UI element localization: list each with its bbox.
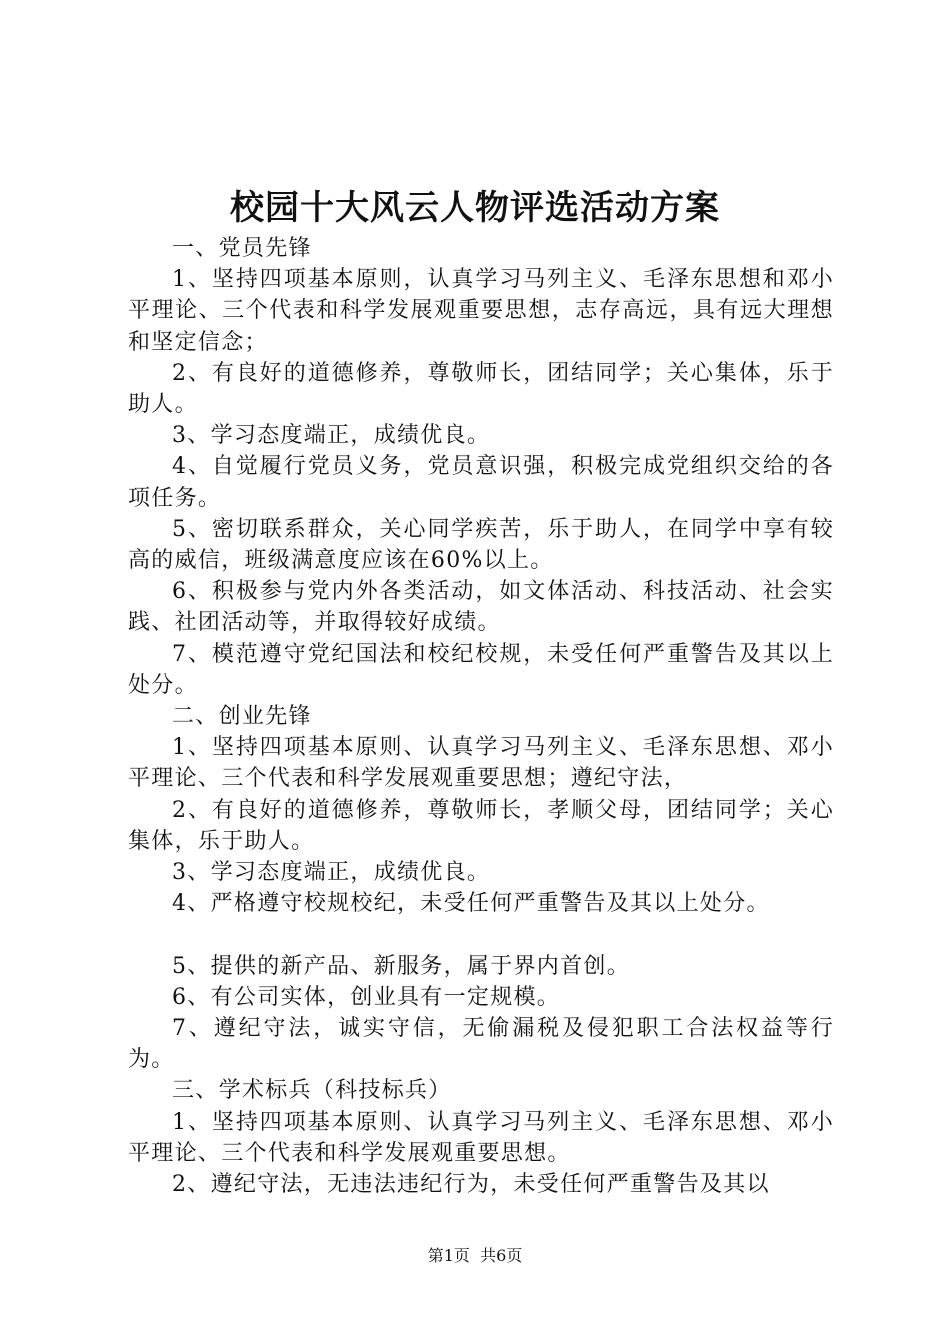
paragraph: 6、积极参与党内外各类活动，如文体活动、科技活动、社会实践、社团活动等，并取得较好成绩。 bbox=[128, 579, 834, 636]
blank-line bbox=[128, 919, 834, 950]
document-body bbox=[128, 233, 834, 1200]
paragraph: 2、有良好的道德修养，尊敬师长，团结同学；关心集体，乐于助人。 bbox=[128, 360, 834, 418]
paragraph: 5、提供的新产品、新服务，属于界内首创。 bbox=[172, 953, 630, 979]
paragraph: 4、自觉履行党员义务，党员意识强，积极完成党组织交给的各项任务。 bbox=[128, 454, 834, 511]
paragraph: 二、创业先锋 bbox=[172, 704, 312, 730]
paragraph: 5、密切联系群众，关心同学疾苦，乐于助人，在同学中享有较高的威信，班级满意度应该在60%以上。 bbox=[128, 516, 834, 574]
paragraph: 6、有公司实体，创业具有一定规模。 bbox=[172, 984, 561, 1010]
document-title: 校园十大风云人物评选活动方案 bbox=[230, 188, 720, 228]
paragraph: 3、学习态度端正，成绩优良。 bbox=[172, 860, 491, 886]
paragraph: 2、有良好的道德修养，尊敬师长，孝顺父母，团结同学；关心集体，乐于助人。 bbox=[128, 797, 834, 854]
paragraph: 1、坚持四项基本原则、认真学习马列主义、毛泽东思想、邓小平理论、三个代表和科学发展观重要思想。 bbox=[128, 1109, 834, 1166]
paragraph: 2、遵纪守法，无违法违纪行为，未受任何严重警告及其以 bbox=[172, 1172, 770, 1198]
paragraph: 三、学术标兵（科技标兵） bbox=[172, 1078, 452, 1104]
paragraph: 7、遵纪守法，诚实守信，无偷漏税及侵犯职工合法权益等行为。 bbox=[128, 1016, 834, 1073]
paragraph: 7、模范遵守党纪国法和校纪校规，未受任何严重警告及其以上处分。 bbox=[128, 641, 834, 698]
paragraph: 1、坚持四项基本原则，认真学习马列主义、毛泽东思想和邓小平理论、三个代表和科学发展观重要思想，志存高远，具有远大理想和坚定信念； bbox=[128, 267, 834, 355]
paragraph: 4、严格遵守校规校纪，未受任何严重警告及其以上处分。 bbox=[172, 891, 770, 917]
paragraph: 3、学习态度端正，成绩优良。 bbox=[172, 423, 491, 449]
page-footer: 第1页 共6页 bbox=[427, 1246, 523, 1265]
paragraph: 一、党员先锋 bbox=[172, 236, 312, 261]
paragraph: 1、坚持四项基本原则、认真学习马列主义、毛泽东思想、邓小平理论、三个代表和科学发展观重要思想；遵纪守法， bbox=[128, 735, 834, 792]
